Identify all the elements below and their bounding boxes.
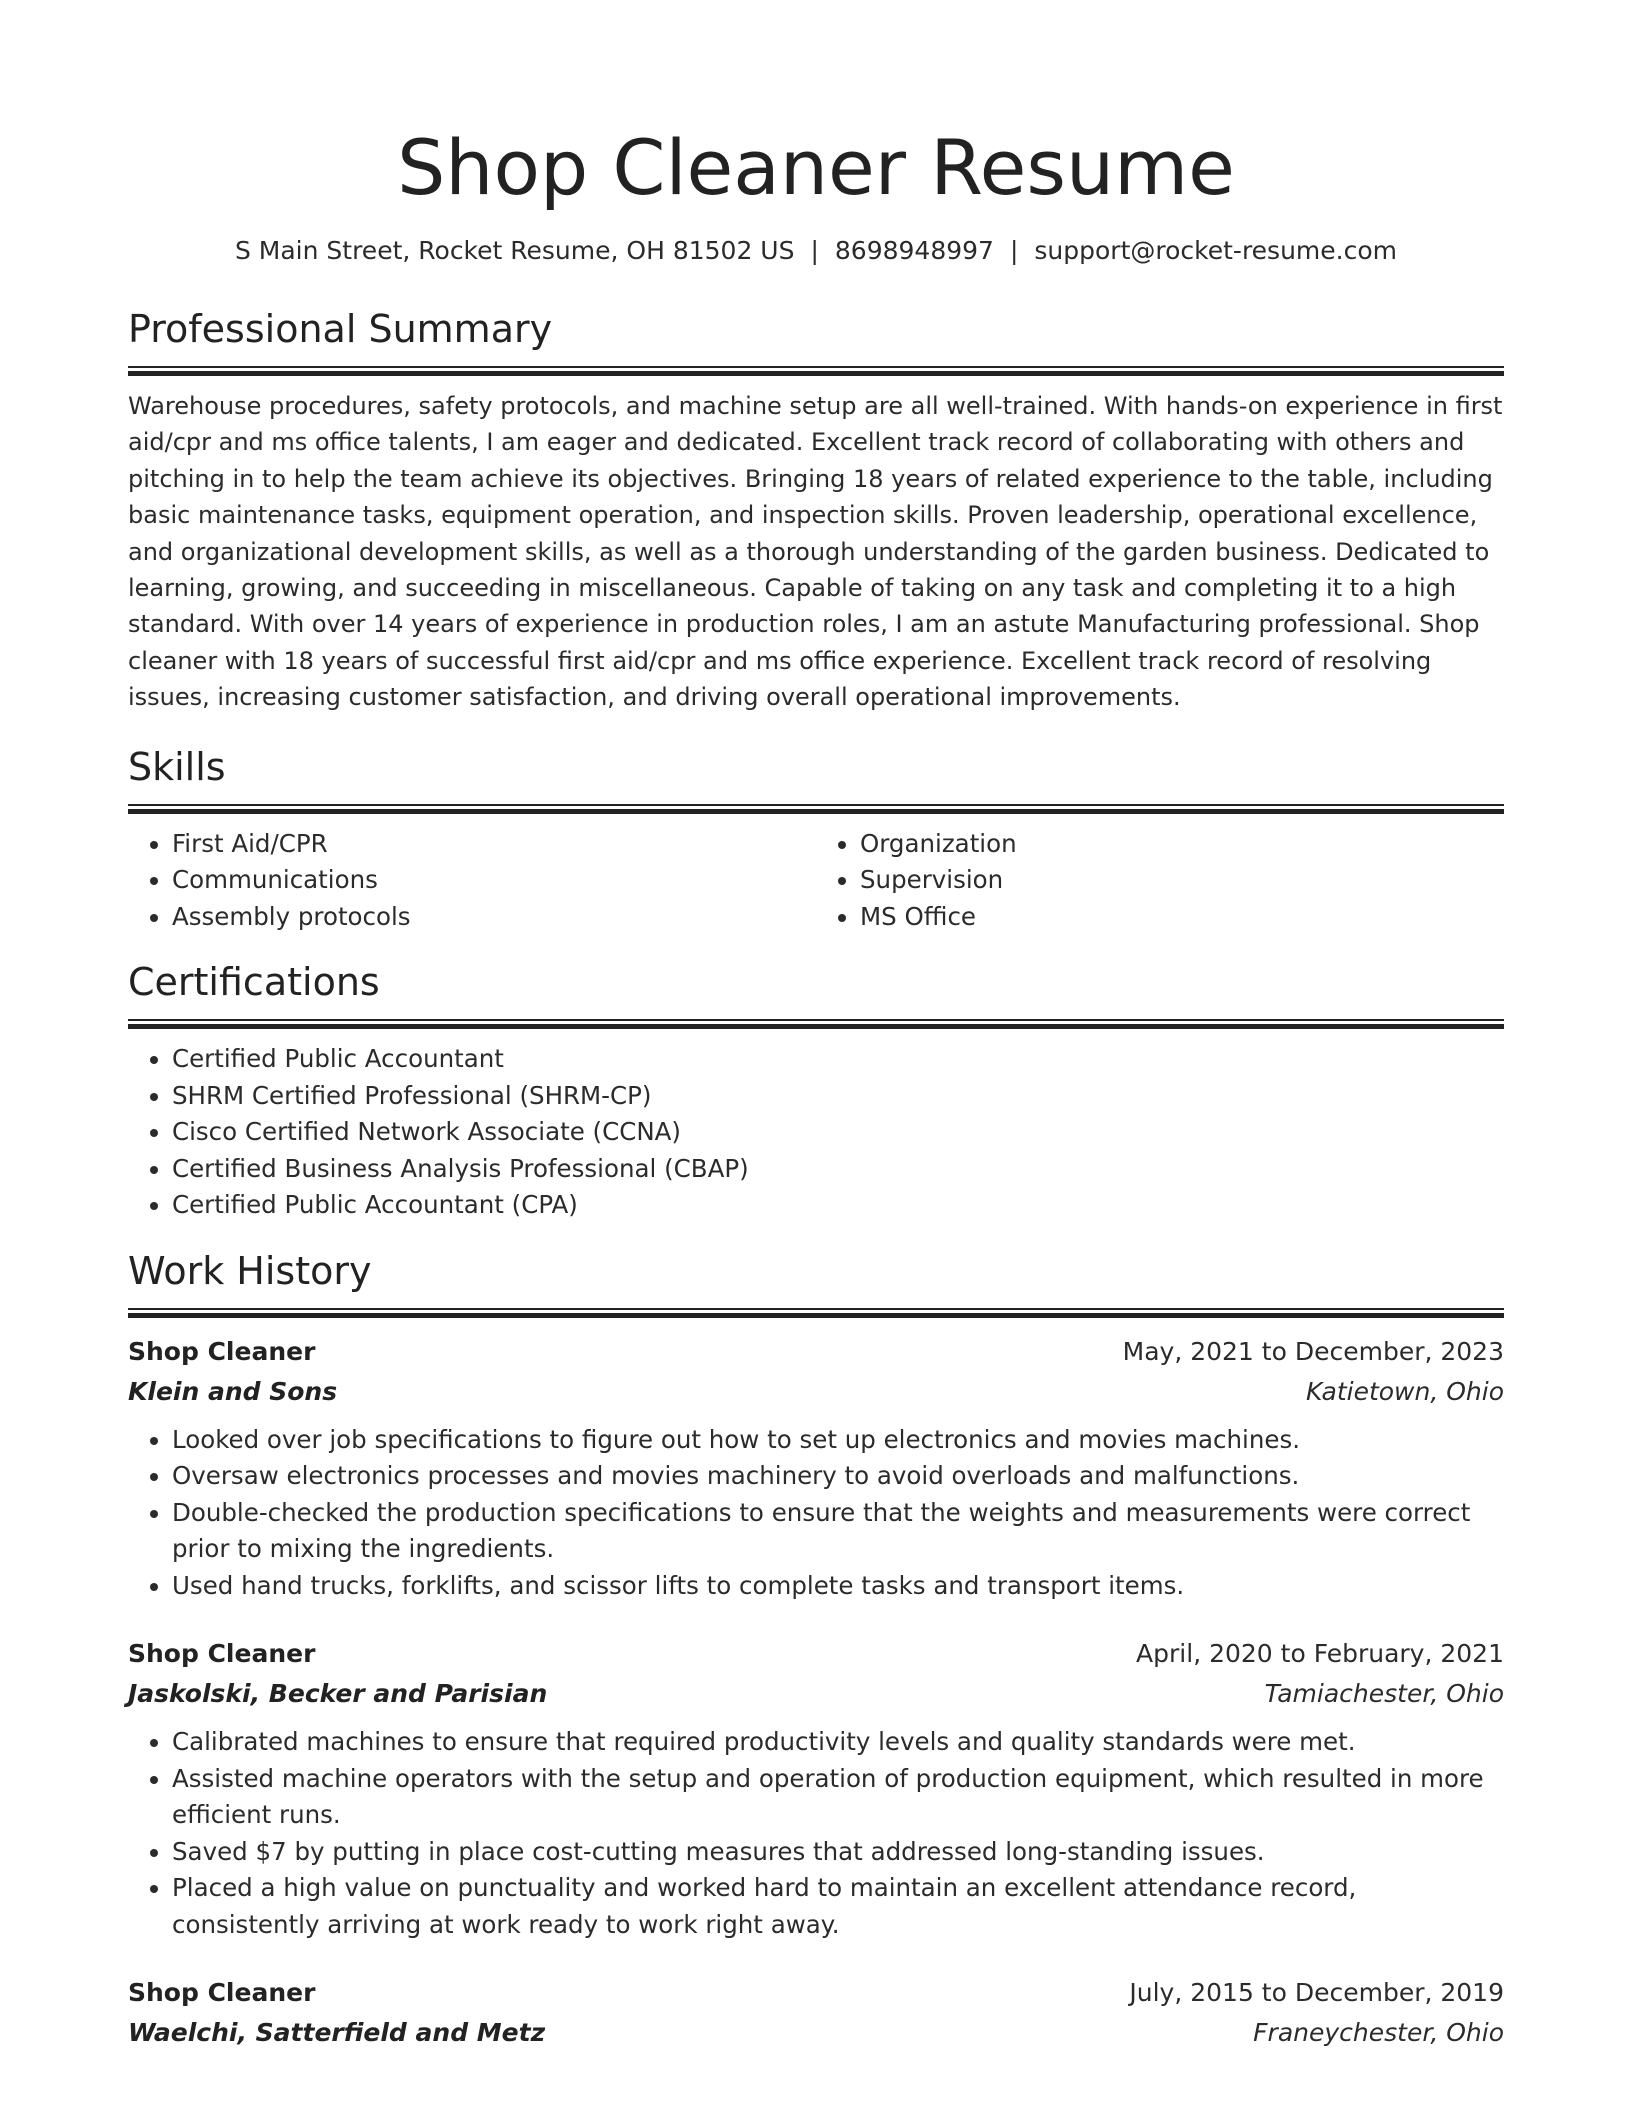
job-dates: May, 2021 to December, 2023 [1122, 1336, 1504, 1366]
job-entry [128, 1332, 1504, 1605]
section-title-summary: Professional Summary [128, 307, 553, 351]
job-header [128, 1634, 1504, 1674]
work-history-section [128, 1246, 1504, 2054]
job-company: Klein and Sons [128, 1376, 338, 1406]
job-dates: July, 2015 to December, 2019 [1129, 1978, 1504, 2008]
job-location: Katietown, Ohio [1306, 1376, 1504, 1406]
job-subheader [128, 1372, 1504, 1412]
job-bullet: • Looked over job specifications to figure out how to set up electronics and movies machines. [172, 1422, 1504, 1459]
job-bullet: • Calibrated machines to ensure that required productivity levels and quality standards were met. [172, 1724, 1504, 1761]
job-bullet: • Saved $7 by putting in place cost-cutting measures that addressed long-standing issues. [172, 1834, 1504, 1871]
summary-text: Warehouse procedures, safety protocols, and machine setup are all well-trained. With hands-on experience in first aid/cpr and ms office talents, I am eager and dedicated. Excellent track record of collaborating with others and pitching in to help the team achieve its objectives. Bringing 18 years of related experience to the table, including basic maintenance tasks, equipment operation, and inspection skills. Proven leadership, operational excellence, and organizational development skills, as well as a thorough understanding of the garden business. Dedicated to learning, growing, and succeeding in miscellaneous. Capable of taking on any task and completing it to a high standard. With over 14 years of experience in production roles, I am an astute Manufacturing professional. Shop cleaner with 18 years of successful first aid/cpr and ms office experience. Excellent track record of resolving issues, increasing customer satisfaction, and driving overall operational improvements. [128, 392, 1503, 712]
skill-item: • First Aid/CPR [172, 826, 816, 863]
job-bullet: • Used hand trucks, forklifts, and scissor lifts to complete tasks and transport items. [172, 1568, 1504, 1605]
job-title: Shop Cleaner [128, 1978, 316, 2008]
section-divider [128, 804, 1504, 814]
skills-list-right [816, 826, 1504, 936]
skill-item: • MS Office [860, 899, 1504, 936]
job-bullet: • Placed a high value on punctuality and worked hard to maintain an excellent attendance record, consistently arriving at work ready to work right away. [172, 1870, 1504, 1943]
contact-separator: | [810, 236, 819, 265]
certification-item: • SHRM Certified Professional (SHRM-CP) [172, 1078, 1504, 1115]
contact-separator: | [1009, 236, 1019, 265]
job-header [128, 1332, 1504, 1372]
job-dates: April, 2020 to February, 2021 [1136, 1639, 1504, 1669]
job-bullet: • Oversaw electronics processes and movies machinery to avoid overloads and malfunctions. [172, 1458, 1504, 1495]
job-title: Shop Cleaner [128, 1336, 316, 1366]
resume-title: Shop Cleaner Resume [397, 123, 1235, 212]
certification-item: • Certified Public Accountant [172, 1041, 1504, 1078]
contact-email: support@rocket-resume.com [1034, 236, 1398, 265]
skill-item: • Organization [860, 826, 1504, 863]
certification-item: • Certified Public Accountant (CPA) [172, 1187, 1504, 1224]
skills-section [128, 742, 1504, 936]
job-title: Shop Cleaner [128, 1639, 316, 1669]
job-company: Jaskolski, Becker and Parisian [128, 1679, 548, 1709]
section-divider [128, 366, 1504, 376]
section-divider [128, 1019, 1504, 1029]
skill-item: • Communications [172, 862, 816, 899]
contact-phone: 8698948997 [834, 236, 994, 265]
job-entry [128, 1973, 1504, 2053]
skill-item: • Supervision [860, 862, 1504, 899]
section-title-skills: Skills [128, 744, 226, 789]
skills-grid [128, 814, 1504, 936]
job-bullets [128, 1724, 1504, 1943]
job-subheader [128, 1674, 1504, 1714]
job-bullet: • Double-checked the production specifications to ensure that the weights and measurements were correct prior to mixing the ingredients. [172, 1495, 1504, 1568]
job-bullets [128, 1422, 1504, 1605]
job-location: Franeychester, Ohio [1253, 2018, 1504, 2048]
skills-list-left [128, 826, 816, 936]
section-title-work-history: Work History [128, 1248, 372, 1293]
certification-item: • Certified Business Analysis Professional (CBAP) [172, 1151, 1504, 1188]
job-bullet: • Assisted machine operators with the setup and operation of production equipment, which resulted in more efficient runs. [172, 1761, 1504, 1834]
job-location: Tamiachester, Ohio [1264, 1679, 1504, 1709]
section-divider [128, 1308, 1504, 1318]
skill-item: • Assembly protocols [172, 899, 816, 936]
certification-item: • Cisco Certified Network Associate (CCNA) [172, 1114, 1504, 1151]
contact-line [128, 234, 1504, 268]
job-entry [128, 1634, 1504, 1943]
certifications-list [128, 1041, 1504, 1224]
section-title-certifications: Certifications [128, 960, 380, 1005]
summary-section [128, 304, 1504, 716]
job-header [128, 1973, 1504, 2013]
job-subheader [128, 2013, 1504, 2053]
certifications-section [128, 957, 1504, 1224]
job-company: Waelchi, Satterfield and Metz [128, 2018, 546, 2048]
contact-address: S Main Street, Rocket Resume, OH 81502 US [234, 236, 795, 265]
